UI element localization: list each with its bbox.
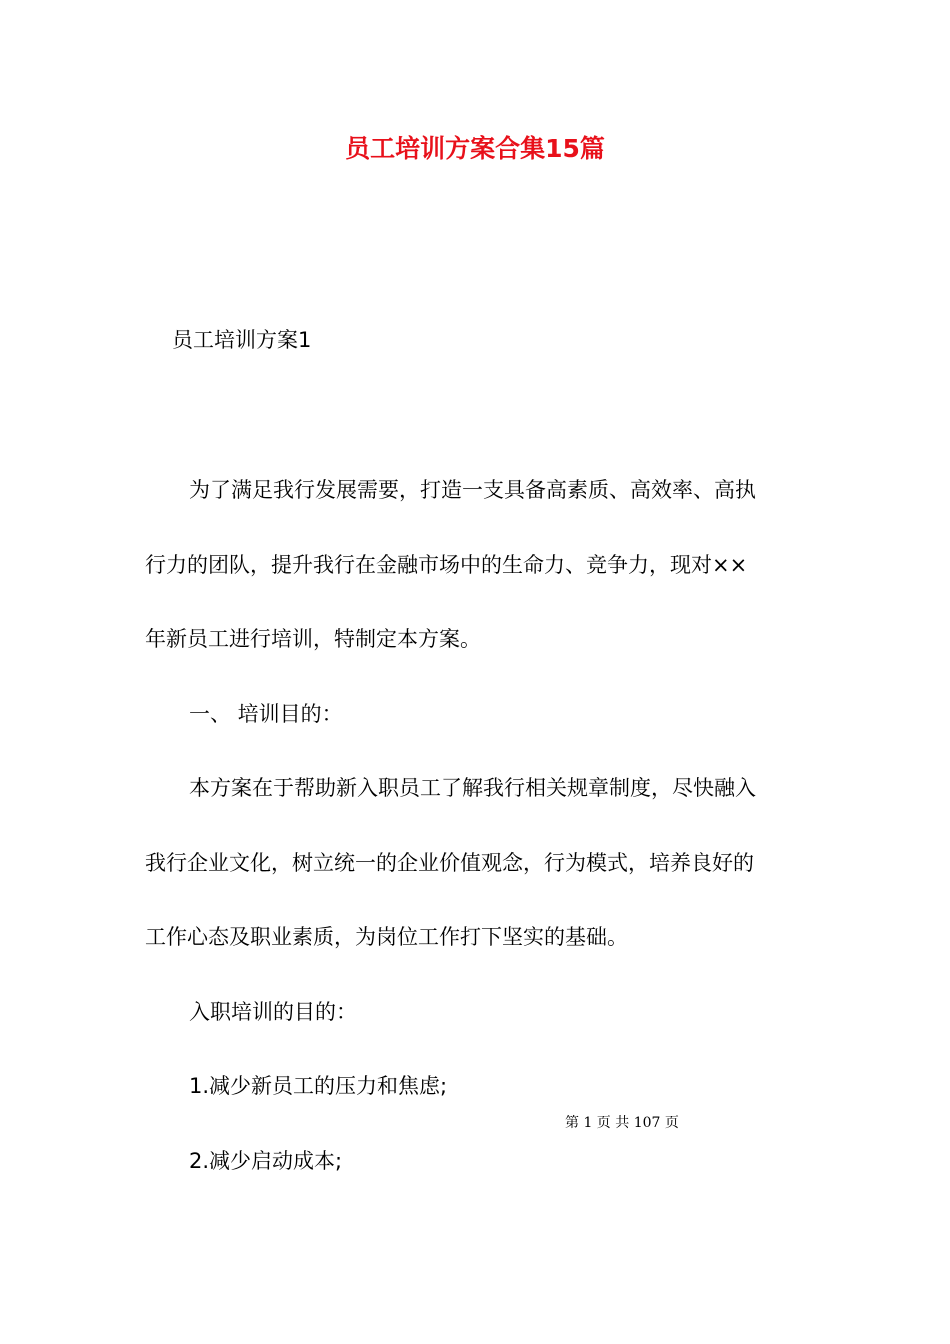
list-item: 2.减少启动成本;	[189, 1148, 343, 1173]
page-number-footer: 第 1 页 共 107 页	[565, 1115, 679, 1131]
paragraph-line: 工作心态及职业素质，为岗位工作打下坚实的基础。	[145, 925, 628, 949]
subheading-line: 一、 培训目的：	[189, 701, 343, 726]
section-heading: 员工培训方案1	[172, 328, 312, 352]
subheading-line: 入职培训的目的：	[189, 999, 357, 1024]
paragraph-line: 行力的团队，提升我行在金融市场中的生命力、竞争力，现对××	[145, 552, 748, 577]
paragraph-line: 年新员工进行培训，特制定本方案。	[145, 627, 481, 651]
paragraph-line: 我行企业文化，树立统一的企业价值观念，行为模式，培养良好的	[145, 850, 754, 875]
document-body	[145, 453, 807, 1198]
list-item: 1.减少新员工的压力和焦虑;	[189, 1074, 448, 1098]
paragraph-line: 为了满足我行发展需要，打造一支具备高素质、高效率、高执	[189, 478, 756, 502]
paragraph-line: 本方案在于帮助新入职员工了解我行相关规章制度，尽快融入	[189, 776, 756, 800]
document-title: 员工培训方案合集15篇	[345, 134, 605, 163]
